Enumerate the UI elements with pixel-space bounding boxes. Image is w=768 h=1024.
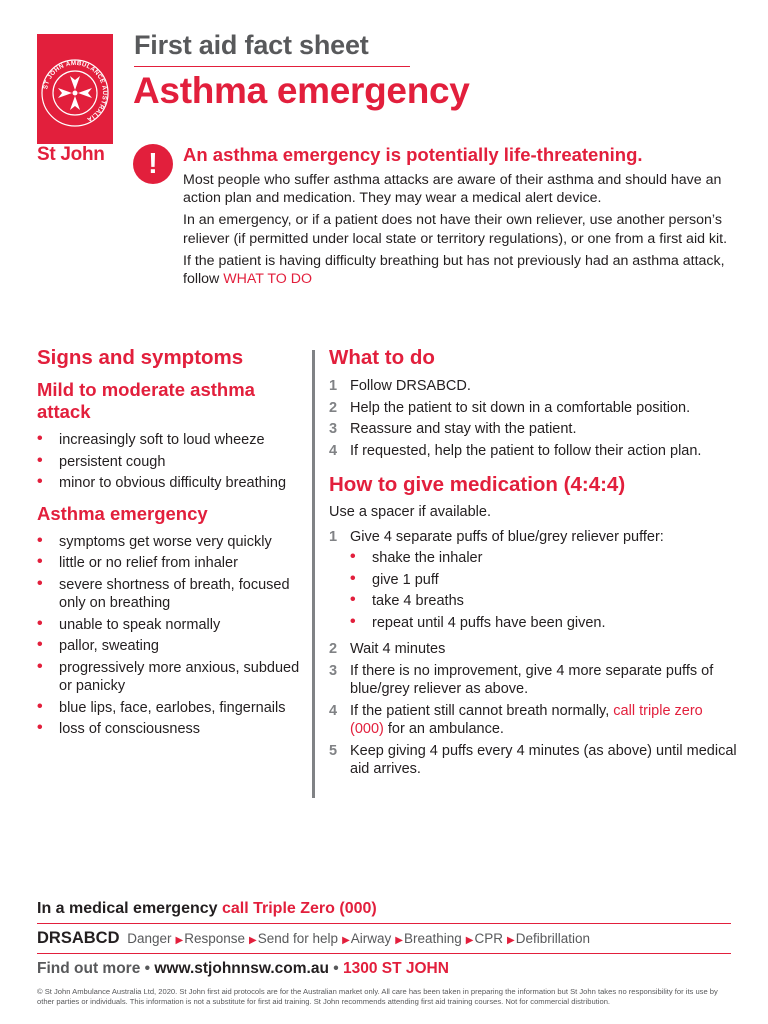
alert-heading: An asthma emergency is potentially life-threatening. [183,144,643,165]
step-number: 1 [329,528,338,545]
drsabcd-step: Send for help [257,931,339,946]
phone-link[interactable]: 1300 ST JOHN [342,960,449,977]
step-number: 4 [329,702,338,719]
list-item-text: increasingly soft to loud wheeze [59,432,265,448]
step-text: If the patient still cannot breath normally, [350,702,614,719]
list-item [37,453,307,472]
page-title: Asthma emergency [133,70,470,111]
step-text: for an ambulance. [383,721,504,737]
list-item [37,637,307,656]
step-number: 1 [329,378,338,394]
arrow-icon: ▶ [465,935,474,946]
bullet-icon: • [350,569,356,587]
bullet-icon: • [350,591,356,608]
bullet-icon: • [37,473,43,490]
what-to-do-steps [329,377,739,460]
emergency-call-line [37,900,377,918]
emergency-heading: Asthma emergency [37,502,208,524]
find-out-label: Find out more • [37,960,151,977]
drsabcd-step: Defibrillation [515,931,590,946]
step-text: If there is no improvement, give 4 more separate puffs of blue/grey reliever as above. [350,662,714,697]
medication-step [329,528,739,633]
arrow-icon: ▶ [249,935,257,946]
triple-zero-link[interactable]: call Triple Zero (000) [221,900,377,917]
medication-step [329,702,739,739]
separator: • [333,960,339,977]
signs-column [37,346,307,742]
bullet-icon: • [37,636,43,653]
medication-step [329,640,739,659]
list-item-text: persistent cough [59,453,166,470]
list-item [350,592,739,611]
list-item-text: little or no relief from inhaler [59,555,238,571]
step-item [329,377,739,396]
list-item-text: symptoms get worse very quickly [59,533,272,550]
list-item [350,549,739,568]
list-item-text: minor to obvious difficulty breathing [59,475,287,491]
emergency-text: In a medical emergency [37,900,222,917]
what-to-do-heading: What to do [329,346,435,369]
fine-print: © St John Ambulance Australia Ltd, 2020. St John first aid protocols are for the Australian market only. All care has been taken in preparing the information but St John takes no responsibility for its use by other parties or individuals. This information is not a substitute for first aid training. St John recommends attending first aid training courses. Not for commercial distribution. [37,987,718,1006]
sheet-label: First aid fact sheet [134,30,369,60]
exclamation-icon: ! [133,144,173,184]
bullet-icon: • [37,574,43,592]
intro-paragraph [183,252,743,288]
bullet-icon: • [350,612,356,630]
intro-text [183,171,743,292]
title-divider [134,66,410,67]
puff-substeps [350,549,739,632]
list-item [350,614,739,633]
list-item-text: progressively more anxious, subdued or panicky [59,659,300,694]
arrow-icon: ▶ [175,935,184,946]
drsabcd-step: Danger [127,931,172,946]
medication-steps [329,528,739,779]
drsabcd-step: Airway [350,931,392,946]
footer-rule [37,923,731,924]
arrow-icon: ▶ [342,935,350,946]
bullet-icon: • [37,719,43,736]
bullet-icon: • [37,531,43,549]
list-item-text: shake the inhaler [372,550,483,566]
drsabcd-step: Breathing [403,931,462,946]
step-text: Keep giving 4 puffs every 4 minutes (as above) until medical aid arrives. [350,742,737,777]
step-text: If requested, help the patient to follow their action plan. [350,442,702,459]
step-text: Follow DRSABCD. [350,378,471,394]
step-item [329,442,739,461]
step-text: Wait 4 minutes [350,641,446,657]
logo-ring-text: ST JOHN AMBULANCE AUSTRALIA [42,59,109,123]
website-link[interactable]: www.stjohnnsw.com.au [154,960,329,977]
list-item-text: give 1 puff [372,571,439,588]
step-text: Help the patient to sit down in a comfortable position. [350,399,691,416]
contact-line [37,960,449,978]
st-john-cross-icon [40,58,110,128]
list-item-text: loss of consciousness [59,721,201,737]
list-item [350,571,739,590]
bullet-icon: • [37,430,43,447]
bullet-icon: • [37,614,43,632]
arrow-icon: ▶ [395,935,403,946]
drsabcd-label: DRSABCD [37,929,120,947]
list-item [37,699,307,718]
list-item [37,431,307,450]
step-item [329,420,739,439]
drsabcd-step: Response [184,931,246,946]
list-item [37,554,307,573]
step-number: 3 [329,662,338,679]
column-divider [312,350,315,798]
actions-column [329,346,739,782]
list-item-text: blue lips, face, earlobes, fingernails [59,699,286,716]
call-triple-zero-link[interactable]: call triple zero (000) [350,702,703,737]
step-text: Give 4 separate puffs of blue/grey reliever puffer: [350,528,664,545]
intro-last-text: If the patient is having difficulty breathing but has not previously had an asthma attack, follow [183,252,725,288]
list-item-text: pallor, sweating [59,638,159,654]
step-item [329,399,739,418]
step-number: 5 [329,742,338,759]
mild-symptoms-list [37,431,307,493]
intro-paragraph: Most people who suffer asthma attacks are aware of their asthma and should have an action plan and medication. They may wear a medical alert device. [183,172,722,207]
list-item [37,576,307,613]
list-item [37,474,307,493]
mild-heading: Mild to moderate asthma attack [37,379,255,422]
brand-name: St John [37,144,105,165]
step-number: 2 [329,399,338,416]
bullet-icon: • [37,697,43,715]
bullet-icon: • [37,553,43,570]
step-number: 2 [329,641,338,657]
list-item-text: take 4 breaths [372,593,464,609]
step-text: Reassure and stay with the patient. [350,421,577,437]
list-item-text: unable to speak normally [59,616,221,633]
list-item [37,533,307,552]
list-item [37,720,307,739]
step-number: 3 [329,421,338,437]
list-item-text: severe shortness of breath, focused only on breathing [59,576,290,611]
bullet-icon: • [37,657,43,675]
medication-intro: Use a spacer if available. [329,504,491,520]
intro-paragraph: In an emergency, or if a patient does not have their own reliever, use another person’s reliever (if permitted under local state or territory regulations), or one from a first aid kit. [183,212,728,247]
arrow-icon: ▶ [507,935,515,946]
drsabcd-step: CPR [474,931,503,946]
bullet-icon: • [37,451,43,469]
medication-step [329,742,739,779]
what-to-do-link[interactable]: WHAT TO DO [223,271,313,288]
emergency-symptoms-list [37,533,307,739]
drsabcd-line [37,929,590,948]
medication-heading: How to give medication (4:4:4) [329,473,626,496]
bullet-icon: • [350,548,356,565]
step-number: 4 [329,442,338,459]
medication-step [329,662,739,699]
footer-rule [37,953,731,954]
st-john-logo [37,34,113,144]
list-item-text: repeat until 4 puffs have been given. [372,614,606,631]
signs-heading: Signs and symptoms [37,346,244,369]
list-item [37,659,307,696]
list-item [37,616,307,635]
